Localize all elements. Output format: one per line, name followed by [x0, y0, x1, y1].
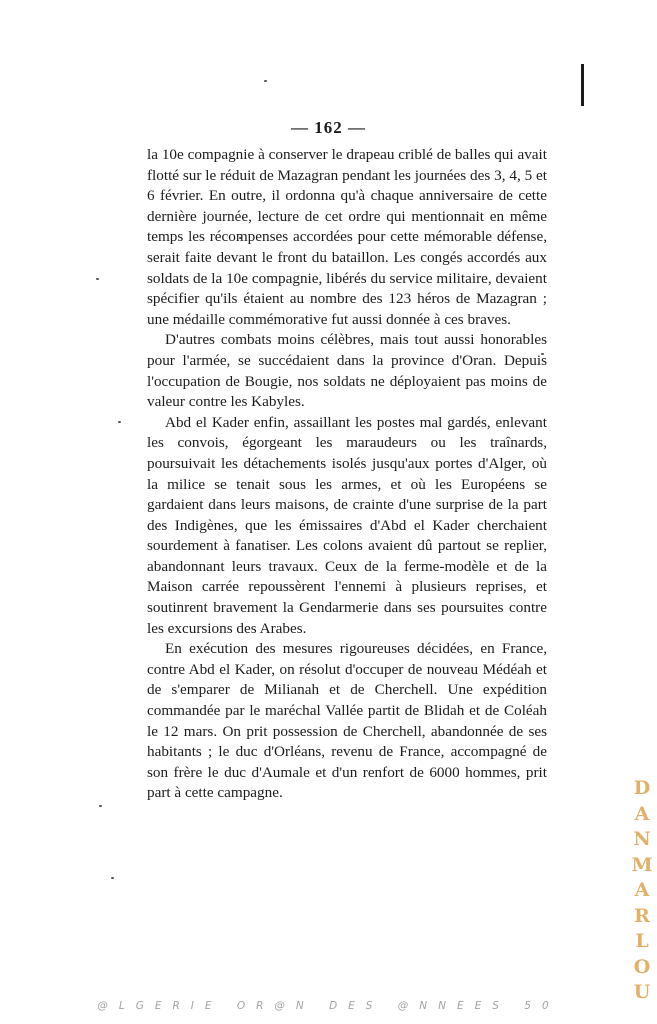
side-watermark-letter: L — [635, 930, 649, 952]
side-watermark — [631, 776, 653, 1006]
paragraph-2: D'autres combats moins célèbres, mais tout aussi honorables pour l'armée, se succédaient dans la province d'Oran. Depuis l'occupation de Bougie, nos soldats ne déployaient pas moins de valeur contre les Kabyles. — [147, 331, 547, 411]
paragraph-4: En exécution des mesures rigoureuses décidées, en France, contre Abd el Kader, on résolut d'occuper de nouveau Médéah et de s'emparer de Milianah et de Cherchell. Une expédition commandée par le maréchal Vallée partit de Blidah et de Coléah le 12 mars. On prit possession de Cherchell, abandonnée de ses habitants ; le duc d'Orléans, revenu de France, accompagné de son frère le duc d'Aumale et d'un renfort de 6000 hommes, prit part à cette campagne. — [147, 640, 547, 802]
side-watermark-letter: A — [634, 802, 650, 825]
page-number: — 162 — — [291, 118, 366, 137]
side-watermark-letter: O — [633, 955, 651, 978]
footer-watermark: @LGERIE OR@N DES @NNEES 50 — [97, 1000, 560, 1012]
speck — [111, 877, 114, 879]
speck — [99, 805, 102, 807]
speck — [264, 80, 267, 82]
side-watermark-letter: U — [633, 981, 651, 1003]
side-watermark-letter: M — [631, 853, 653, 876]
body-text — [147, 145, 547, 804]
margin-ink-mark — [581, 64, 584, 106]
side-watermark-letter: R — [634, 904, 650, 927]
speck — [96, 278, 99, 280]
paragraph-3: Abd el Kader enfin, assaillant les postes mal gardés, enlevant les convois, égorgeant les maraudeurs ou les traînards, poursuivait les détachements isolés jusqu'aux portes d'Alger, où la milice se tenait sous les armes, et où les Européens se gardaient dans leurs maisons, de crainte d'une surprise de la part des Indigènes, que les émissaires d'Abd el Kader cherchaient sourdement à fanatiser. Les colons avaient dû partout se replier, abandonnant leurs travaux. Ceux de la ferme-modèle et de la Maison carrée repoussèrent l'ennemi à plusieurs reprises, et soutinrent bravement la Gendarmerie dans ses poursuites contre les excursions des Arabes. — [147, 413, 547, 637]
side-watermark-letter: A — [634, 879, 650, 901]
speck — [118, 421, 121, 423]
side-watermark-letter: D — [633, 777, 651, 799]
side-watermark-letter: N — [633, 828, 651, 850]
paragraph-1: la 10e compagnie à conserver le drapeau criblé de balles qui avait flotté sur le réduit de Mazagran pendant les journées des 3, 4, 5 et 6 février. En outre, il ordonna qu'à chaque anniversaire de cette dernière journée, lecture de cet ordre qui mentionnait en même temps les récompenses accordées pour cette mémorable défense, serait faite devant le front du bataillon. Les congés accordés aux soldats de la 10e compagnie, libérés du service militaire, devaient spécifier qu'ils étaient au nombre des 123 héros de Mazagran ; une médaille commémorative fut aussi donnée à ces braves. — [147, 146, 547, 328]
